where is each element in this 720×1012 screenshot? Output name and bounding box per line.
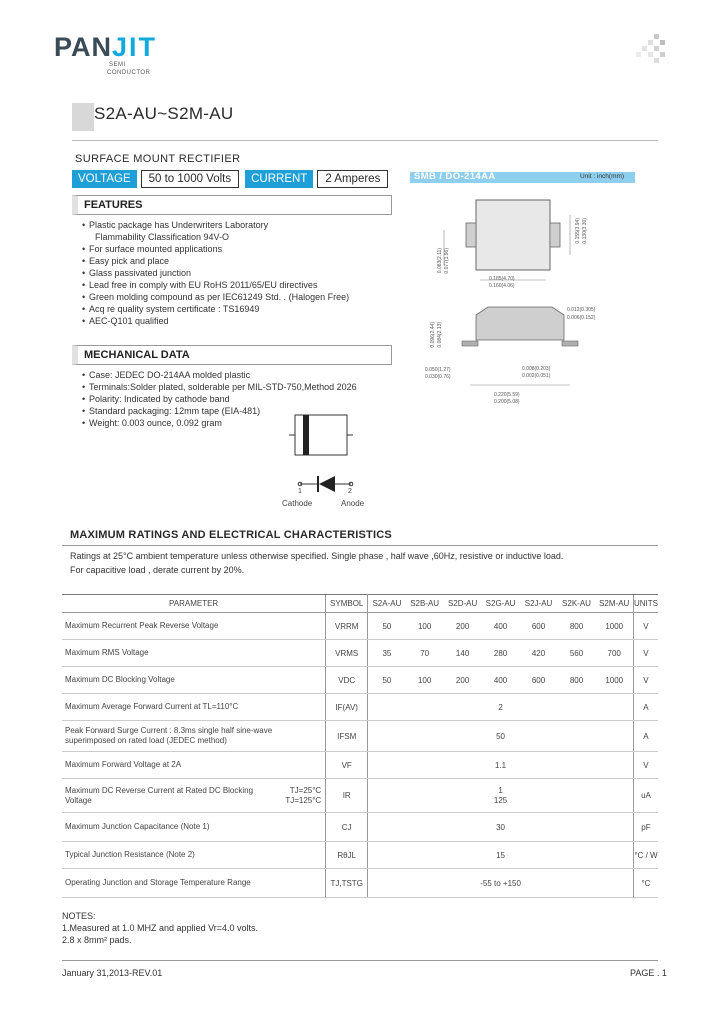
dim-label: 0.008(0.203): [522, 366, 551, 372]
param-line: Maximum DC Reverse Current at Rated DC Blocking: [65, 785, 254, 795]
unit-cell: °C / W: [633, 842, 658, 869]
feature-item: • Plastic package has Underwriters Laboratory: [82, 219, 349, 231]
table-header-row: [62, 595, 658, 613]
table-row: [62, 721, 658, 752]
notes-heading: NOTES:: [62, 911, 96, 921]
table-row: [62, 869, 658, 898]
value-cell: 1000: [595, 667, 633, 694]
feature-item: • Glass passivated junction: [82, 267, 349, 279]
col-header: S2M-AU: [595, 595, 633, 613]
table-row: [62, 694, 658, 721]
current-label: CURRENT: [245, 170, 313, 188]
table-row: [62, 842, 658, 869]
value-cell: -55 to +150: [368, 869, 634, 898]
package-label: SMB / DO-214AA: [414, 171, 496, 182]
unit-cell: V: [633, 752, 658, 779]
value-cell: 600: [520, 613, 558, 640]
symbol-cell: VRRM: [326, 613, 368, 640]
value-cell: 200: [444, 667, 482, 694]
param-cell: Maximum Forward Voltage at 2A: [62, 752, 326, 779]
col-header: PARAMETER: [62, 595, 326, 613]
col-header: SYMBOL: [326, 595, 368, 613]
features-heading: FEATURES: [84, 199, 143, 211]
mechanical-item: • Weight: 0.003 ounce, 0.092 gram: [82, 417, 357, 429]
value-cell: 420: [520, 640, 558, 667]
unit-cell: A: [633, 694, 658, 721]
unit-cell: uA: [633, 779, 658, 813]
mechanical-heading: MECHANICAL DATA: [84, 349, 190, 361]
logo-sub-line2: CONDUCTOR: [107, 70, 151, 76]
param-cell: [62, 721, 326, 752]
dim-label: 0.083(2.11): [437, 248, 443, 274]
feature-item: • Green molding compound as per IEC61249 Std. . (Halogen Free): [82, 291, 349, 303]
title-accent: [72, 103, 94, 131]
corner-decoration-icon: [636, 34, 666, 64]
dim-label: 0.096(2.44): [430, 322, 436, 348]
footer-date: January 31,2013-REV.01: [62, 968, 163, 978]
mechanical-item: • Case: JEDEC DO-214AA molded plastic: [82, 369, 357, 381]
unit-cell: V: [633, 613, 658, 640]
value-cell: 560: [558, 640, 596, 667]
value-cell: 50: [368, 667, 406, 694]
logo-pan-text: PAN: [54, 32, 113, 62]
value-cell: 400: [482, 613, 520, 640]
param-cell: [62, 779, 326, 813]
value-cell: 200: [444, 613, 482, 640]
value-cell: 50: [368, 613, 406, 640]
col-header: S2A-AU: [368, 595, 406, 613]
value-cell: 600: [520, 667, 558, 694]
feature-item: • Acq re quality system certificate : TS16949: [82, 303, 349, 315]
footer-divider: [62, 960, 658, 961]
diode-symbol-diagram: [285, 410, 375, 510]
param-cell: Maximum Average Forward Current at TL=110°C: [62, 694, 326, 721]
package-outline-drawing: [430, 195, 630, 395]
symbol-cell: VDC: [326, 667, 368, 694]
dim-label: 0.012(0.305): [567, 307, 596, 313]
voltage-value: 50 to 1000 Volts: [141, 170, 239, 188]
table-row: [62, 640, 658, 667]
value-cell: 100: [406, 613, 444, 640]
value-line: 1: [498, 785, 503, 795]
title-divider: [72, 140, 658, 141]
value-cell: 100: [406, 667, 444, 694]
symbol-cell: TJ,TSTG: [326, 869, 368, 898]
page-title: S2A-AU~S2M-AU: [94, 104, 234, 123]
dim-label: 0.200(5.08): [494, 399, 520, 405]
mechanical-item: • Standard packaging: 12mm tape (EIA-481): [82, 405, 357, 417]
table-row: [62, 667, 658, 694]
anode-label: Anode: [341, 499, 365, 508]
value-cell: 280: [482, 640, 520, 667]
value-line: 125: [493, 795, 508, 805]
param-cell: Maximum DC Blocking Voltage: [62, 667, 326, 694]
pin1-label: 1: [298, 488, 302, 495]
param-line: Voltage: [65, 795, 92, 805]
param-line: superimposed on rated load (JEDEC method): [65, 736, 227, 745]
symbol-cell: IF(AV): [326, 694, 368, 721]
value-cell: [368, 779, 634, 813]
mechanical-item: • Polarity: Indicated by cathode band: [82, 393, 357, 405]
current-value: 2 Amperes: [317, 170, 388, 188]
value-cell: 800: [558, 613, 596, 640]
value-cell: 140: [444, 640, 482, 667]
ratings-note-2: For capacitive load , derate current by 20%.: [70, 565, 245, 575]
feature-item: • Easy pick and place: [82, 255, 349, 267]
col-header: S2K-AU: [558, 595, 596, 613]
unit-cell: V: [633, 667, 658, 694]
symbol-cell: VF: [326, 752, 368, 779]
unit-label: Unit : inch(mm): [580, 173, 625, 180]
dim-label: 0.160(4.06): [489, 283, 515, 289]
mechanical-item: • Terminals:Solder plated, solderable per MIL-STD-750,Method 2026: [82, 381, 357, 393]
value-cell: 2: [368, 694, 634, 721]
table-row: [62, 752, 658, 779]
param-line: Peak Forward Surge Current : 8.3ms single half sine-wave: [65, 726, 273, 735]
spec-row: [72, 170, 388, 188]
ratings-table: [62, 594, 658, 898]
pin2-label: 2: [348, 488, 352, 495]
unit-cell: pF: [633, 813, 658, 842]
param-line-row: [65, 786, 325, 796]
logo-sub-line1: SEMI: [109, 62, 126, 68]
value-cell: 700: [595, 640, 633, 667]
logo-subtitle: [107, 61, 150, 77]
param-cell: Maximum Recurrent Peak Reverse Voltage: [62, 613, 326, 640]
mechanical-header: [72, 345, 392, 365]
table-row: [62, 779, 658, 813]
value-cell: 1000: [595, 613, 633, 640]
ratings-divider: [62, 545, 658, 546]
value-cell: 400: [482, 667, 520, 694]
note-line: 2.8 x 8mm² pads.: [62, 935, 132, 945]
feature-item: • For surface mounted applications: [82, 243, 349, 255]
table-row: [62, 613, 658, 640]
param-cell: Operating Junction and Storage Temperature Range: [62, 869, 326, 898]
dim-label: 0.050(1.27): [425, 367, 451, 373]
cathode-label: Cathode: [282, 499, 313, 508]
symbol-cell: IFSM: [326, 721, 368, 752]
unit-cell: °C: [633, 869, 658, 898]
features-list: [82, 219, 349, 327]
panjit-logo: [54, 34, 157, 61]
value-cell: 800: [558, 667, 596, 694]
col-header: S2J-AU: [520, 595, 558, 613]
dim-label: 0.002(0.051): [522, 373, 551, 379]
value-cell: 15: [368, 842, 634, 869]
value-cell: 30: [368, 813, 634, 842]
value-cell: 50: [368, 721, 634, 752]
condition-label: TJ=125°C: [285, 795, 322, 805]
unit-cell: V: [633, 640, 658, 667]
col-header: UNITS: [633, 595, 658, 613]
value-cell: 70: [406, 640, 444, 667]
param-cell: Typical Junction Resistance (Note 2): [62, 842, 326, 869]
logo-jit-text: JIT: [112, 32, 158, 62]
dim-label: 0.006(0.152): [567, 315, 596, 321]
note-line: 1.Measured at 1.0 MHZ and applied Vr=4.0 volts.: [62, 923, 259, 933]
product-subtitle: SURFACE MOUNT RECTIFIER: [75, 153, 241, 165]
value-cell: 35: [368, 640, 406, 667]
table-row: [62, 813, 658, 842]
param-line-row: [65, 796, 325, 806]
dim-label: 0.220(5.59): [494, 392, 520, 398]
ratings-heading: MAXIMUM RATINGS AND ELECTRICAL CHARACTERISTICS: [70, 529, 392, 541]
feature-item: Flammability Classification 94V-O: [95, 232, 230, 242]
param-cell: Maximum RMS Voltage: [62, 640, 326, 667]
page-number: PAGE . 1: [630, 968, 667, 978]
feature-item: • AEC-Q101 qualified: [82, 315, 349, 327]
symbol-cell: CJ: [326, 813, 368, 842]
symbol-cell: IR: [326, 779, 368, 813]
voltage-label: VOLTAGE: [72, 170, 137, 188]
notes-block: [62, 910, 258, 946]
dim-label: 0.084(2.13): [437, 322, 443, 348]
col-header: S2B-AU: [406, 595, 444, 613]
condition-label: TJ=25°C: [289, 785, 322, 795]
features-header: [72, 195, 392, 215]
dim-label: 0.130(3.30): [582, 218, 588, 244]
symbol-cell: RθJL: [326, 842, 368, 869]
dim-label: 0.185(4.70): [489, 276, 515, 282]
value-cell: 1.1: [368, 752, 634, 779]
dim-label: 0.155(3.94): [575, 218, 581, 244]
unit-cell: A: [633, 721, 658, 752]
col-header: S2D-AU: [444, 595, 482, 613]
feature-item: • Lead free in comply with EU RoHS 2011/65/EU directives: [82, 279, 349, 291]
dim-label: 0.030(0.76): [425, 374, 451, 380]
dim-label: 0.077(1.96): [444, 248, 450, 274]
param-cell: Maximum Junction Capacitance (Note 1): [62, 813, 326, 842]
col-header: S2G-AU: [482, 595, 520, 613]
symbol-cell: VRMS: [326, 640, 368, 667]
ratings-note-1: Ratings at 25°C ambient temperature unless otherwise specified. Single phase , half wave ,60Hz, resistive or inductive load.: [70, 551, 564, 561]
